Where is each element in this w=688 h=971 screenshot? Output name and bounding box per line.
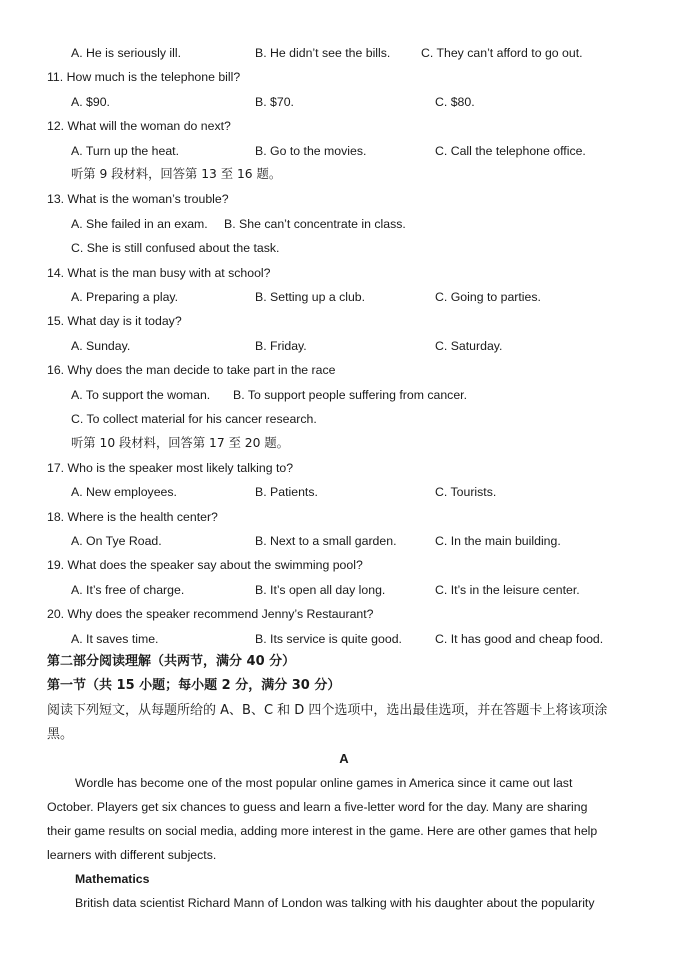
q16-option-b: B. To support people suffering from cancer. bbox=[233, 388, 468, 402]
q11-option-c: C. $80. bbox=[435, 95, 475, 109]
q16-option-a: A. To support the woman. bbox=[71, 388, 211, 402]
q20-text: 20. Why does the speaker recommend Jenny’s Restaurant? bbox=[47, 607, 374, 621]
q16-text: 16. Why does the man decide to take part in the race bbox=[47, 363, 336, 377]
passage-p1-line-4: learners with different subjects. bbox=[47, 848, 217, 862]
passage-p2-line-1: British data scientist Richard Mann of London was talking with his daughter about the popularity bbox=[75, 896, 595, 910]
q18-text: 18. Where is the health center? bbox=[47, 510, 218, 524]
q11-option-b: B. $70. bbox=[255, 95, 294, 109]
q19-text: 19. What does the speaker say about the swimming pool? bbox=[47, 558, 363, 572]
passage-subhead-mathematics: Mathematics bbox=[75, 872, 150, 886]
part-2-title: 第二部分阅读理解（共两节，满分 40 分） bbox=[47, 654, 296, 669]
section-1-title: 第一节（共 15 小题；每小题 2 分，满分 30 分） bbox=[47, 678, 341, 693]
q19-option-a: A. It’s free of charge. bbox=[71, 583, 185, 597]
q12-text: 12. What will the woman do next? bbox=[47, 119, 231, 133]
q16-option-c: C. To collect material for his cancer research. bbox=[71, 412, 317, 426]
q13-option-b: B. She can’t concentrate in class. bbox=[224, 217, 406, 231]
passage-p1-line-1: Wordle has become one of the most popular online games in America since it came out last bbox=[75, 776, 573, 790]
q12-option-a: A. Turn up the heat. bbox=[71, 144, 180, 158]
q20-option-c: C. It has good and cheap food. bbox=[435, 632, 604, 646]
q13-option-c: C. She is still confused about the task. bbox=[71, 241, 280, 255]
q18-option-c: C. In the main building. bbox=[435, 534, 561, 548]
q14-option-c: C. Going to parties. bbox=[435, 290, 541, 304]
reading-instruction-line-1: 阅读下列短文，从每题所给的 A、B、C 和 D 四个选项中，选出最佳选项，并在答题卡上将该项涂 bbox=[47, 703, 608, 718]
q12-option-b: B. Go to the movies. bbox=[255, 144, 367, 158]
reading-instruction-line-2: 黑。 bbox=[47, 727, 74, 742]
q13-option-a: A. She failed in an exam. bbox=[71, 217, 208, 231]
q17-option-b: B. Patients. bbox=[255, 485, 318, 499]
q11-option-a: A. $90. bbox=[71, 95, 110, 109]
q15-option-b: B. Friday. bbox=[255, 339, 307, 353]
q10-option-a: A. He is seriously ill. bbox=[71, 46, 182, 60]
passage-letter: A bbox=[339, 751, 349, 766]
q20-option-a: A. It saves time. bbox=[71, 632, 159, 646]
q17-option-c: C. Tourists. bbox=[435, 485, 497, 499]
q19-option-c: C. It’s in the leisure center. bbox=[435, 583, 580, 597]
q20-option-b: B. Its service is quite good. bbox=[255, 632, 402, 646]
q18-option-a: A. On Tye Road. bbox=[71, 534, 162, 548]
q15-option-a: A. Sunday. bbox=[71, 339, 131, 353]
q15-option-c: C. Saturday. bbox=[435, 339, 503, 353]
section-9-instruction: 听第 9 段材料，回答第 13 至 16 题。 bbox=[71, 167, 282, 181]
q17-option-a: A. New employees. bbox=[71, 485, 177, 499]
passage-p1-line-2: October. Players get six chances to guess and learn a five-letter word for the day. Many are sharing bbox=[47, 800, 588, 814]
q17-text: 17. Who is the speaker most likely talking to? bbox=[47, 461, 294, 475]
q10-option-c: C. They can’t afford to go out. bbox=[421, 46, 583, 60]
q14-option-a: A. Preparing a play. bbox=[71, 290, 179, 304]
q11-text: 11. How much is the telephone bill? bbox=[47, 70, 241, 84]
passage-p1-line-3: their game results on social media, adding more interest in the game. Here are other games that help bbox=[47, 824, 598, 838]
q19-option-b: B. It’s open all day long. bbox=[255, 583, 386, 597]
q12-option-c: C. Call the telephone office. bbox=[435, 144, 586, 158]
q10-option-b: B. He didn’t see the bills. bbox=[255, 46, 391, 60]
q15-text: 15. What day is it today? bbox=[47, 314, 182, 328]
q14-option-b: B. Setting up a club. bbox=[255, 290, 366, 304]
section-10-instruction: 听第 10 段材料，回答第 17 至 20 题。 bbox=[71, 436, 289, 450]
q14-text: 14. What is the man busy with at school? bbox=[47, 266, 271, 280]
q13-text: 13. What is the woman’s trouble? bbox=[47, 192, 229, 206]
q18-option-b: B. Next to a small garden. bbox=[255, 534, 397, 548]
